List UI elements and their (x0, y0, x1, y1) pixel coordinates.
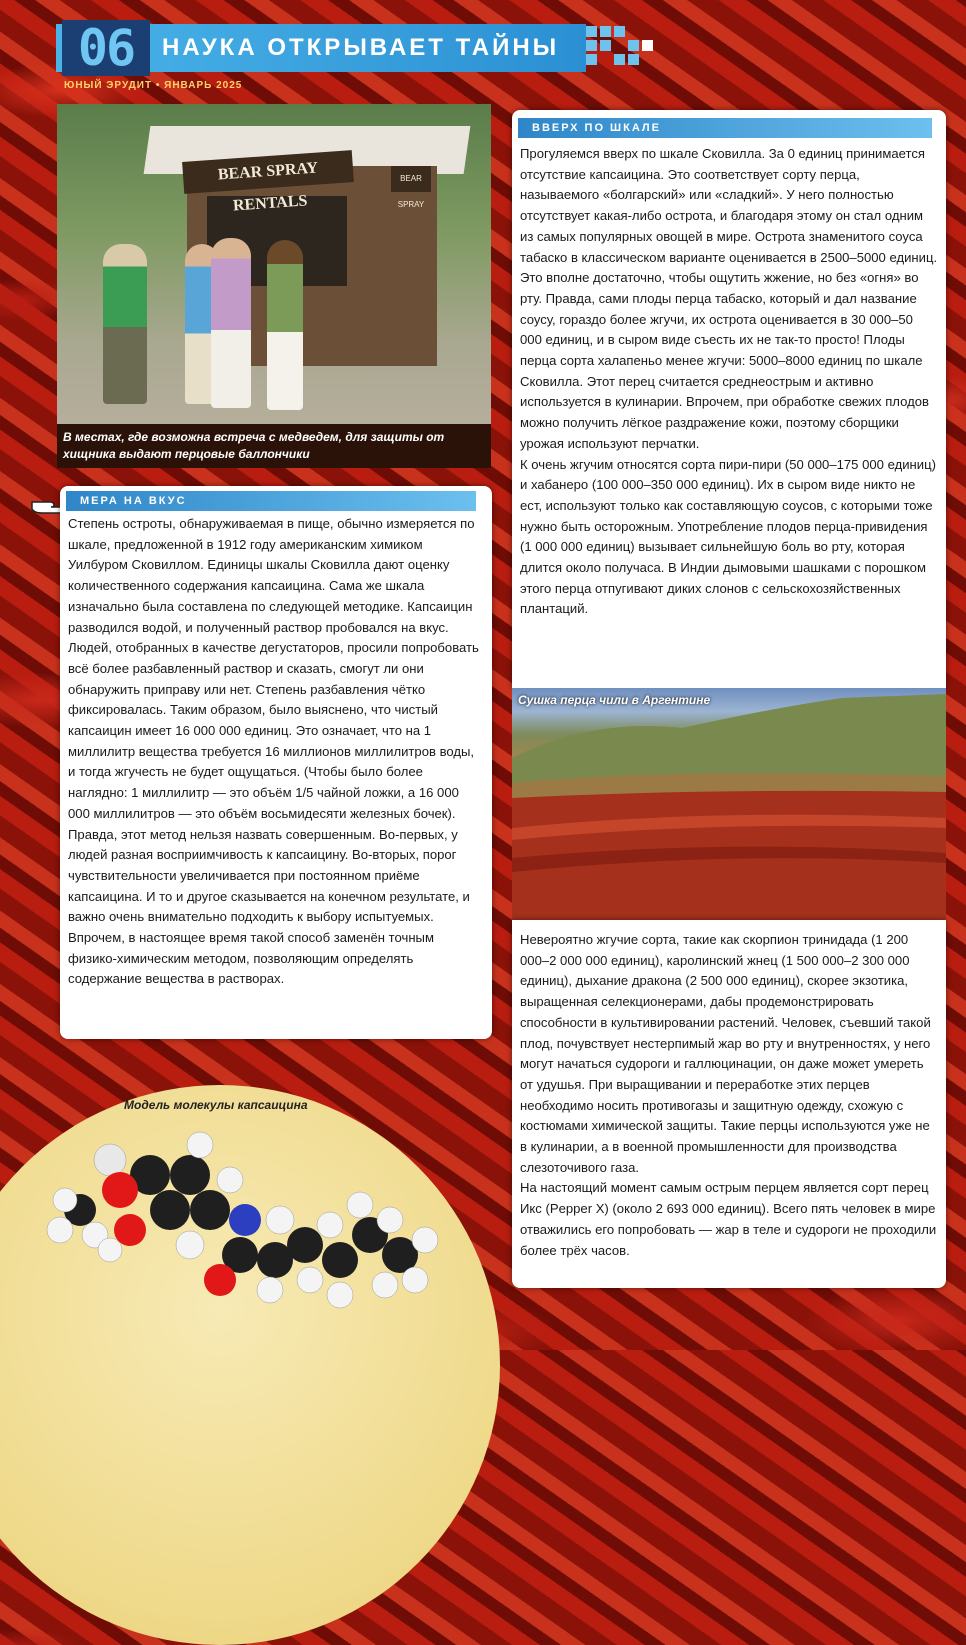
measure-paragraph-2: Впрочем, в настоящее время такой способ заменён точным физико-химическим методом, позволяющим определять содержание вещества в растворах. (68, 930, 434, 987)
scale-paragraph-1: Прогуляемся вверх по шкале Сковилла. За 0 единиц принимается отсутствие капсаицина. Это соответствует сорту перца, называемого «болгарский» или «сладкий». У него полностью отсутствует какая-либо острота, и благодаря этому он стал одним из самых популярных овощей в мире. Острота знаменитого соуса табаско в классическом варианте оценивается в 2500–5000 единиц. Это вполне достаточно, чтобы ощутить жжение, но без «огня» во рту. Правда, сами плоды перца табаско, который и дал название соусу, гораздо более жгучи, их острота оценивается в 30 000–50 000 единиц, и в сыром виде съесть их не так-то просто! Плоды перца сорта халапеньо менее жгучи: 5000–8000 единиц по шкале Сковилла. Этот перец считается среднеострым и активно используется в кулинарии. Впрочем, при обработке свежих плодов можно получить лёгкое раздражение кожи, поэтому сборщики урожая используют перчатки. (520, 146, 938, 451)
photo2-caption: Сушка перца чили в Аргентине (518, 693, 711, 707)
landscape-scene (512, 688, 946, 920)
extreme-paragraph-1: Невероятно жгучие сорта, такие как скорпион тринидада (1 200 000–2 000 000 единиц), каролинский жнец (1 500 000–2 300 000 единиц), дыхание дракона (2 500 000 единиц), скорее экзотика, выращенная селекционерами, дабы продемонстрировать способности в культивировании растений. Человек, съевший такой плод, почувствует нестерпимый жар во рту и внутренностях, у него могут начаться судороги и галлюцинации, он даже может умереть от удушья. При выращивании и переработке этих перцев необходимо носить противогазы и защитную одежду, схожую с костюмами химической защиты. Такие перцы используются уже не в кулинарии, а в военной промышленности для производства слезоточивого газа. (520, 932, 931, 1175)
scale-paragraph-2: К очень жгучим относятся сорта пири-пири (50 000–175 000 единиц) и хабанеро (100 000–350 000 единиц). Их в сыром виде никто не ест, используют только как составляющую соусов, с которыми тоже нужно быть осторожным. Употребление плодов перца-привидения (1 000 000 единиц) вызывает сильнейшую боль во рту, которая длится около получаса. В Индии дымовыми шашками с порошком этого перца отпугивают диких слонов с сельскохозяйственных плантаций. (520, 456, 936, 617)
capsaicin-molecule-image (40, 1120, 440, 1320)
person-1 (103, 244, 147, 404)
kiosk-sign: BEAR SPRAY RENTALS (182, 150, 354, 194)
drying-chili-photo (512, 688, 946, 920)
photo1-caption: В местах, где возможна встреча с медведем, для защиты от хищника выдают перцовые баллончики (57, 424, 491, 468)
scale-text (520, 144, 938, 620)
header-pixel-decoration (582, 22, 662, 74)
molecule-caption: Модель молекулы капсаицина (124, 1098, 308, 1112)
extreme-paragraph-2: На настоящий момент самым острым перцем является сорт перец Икс (Pepper X) (около 2 693 000 единиц). Всего пять человек в мире отважились его попробовать — жар в теле и судороги не проходили более трёх часов. (520, 1180, 937, 1258)
measure-text (68, 514, 482, 990)
measure-paragraph-1: Степень остроты, обнаруживаемая в пище, обычно измеряется по шкале, предложенной в 1912 году американским химиком Уилбуром Сковиллом. Единицы шкалы Сковилла дают оценку количественного содержания капсаицина. Сама же шкала изначально была составлена по следующей методике. Капсаицин разводился водой, и полученный раствор пробовался на вкус. Людей, отобранных в качестве дегустаторов, просили попробовать всё более разбавленный раствор и сказать, смогут ли они обнаружить приправу или нет. Степень разбавления чётко фиксировалась. Таким образом, было выяснено, что чистый капсаицин имеет 16 000 000 единиц. Это означает, что на 1 миллилитр вещества требуется 16 миллионов миллилитров воды, и тогда жгучесть не будет ощущаться. (Чтобы было более наглядно: 1 миллилитр — это объём 1/5 чайной ложки, а 16 000 000 миллилитров — это объём восьмидесяти железных бочек). Правда, этот метод нельзя назвать совершенным. Во-первых, у людей разная восприимчивость к капсаицину. Во-вторых, порог чувствительности увеличивается при постоянном приёме капсаицина. И то и другое сказывается на конечном результате, и важно очень внимательно подходить к выбору испытуемых. (68, 516, 479, 925)
bear-spray-photo (57, 104, 491, 424)
section-title: НАУКА ОТКРЫВАЕТ ТАЙНЫ (162, 34, 560, 61)
extreme-text (520, 930, 938, 1261)
page-number: 06 (62, 20, 150, 76)
kiosk-side-sign: BEAR SPRAY (391, 166, 431, 192)
scale-heading: ВВЕРХ ПО ШКАЛЕ (518, 118, 932, 138)
pointing-hand-icon (30, 490, 64, 524)
measure-heading: МЕРА НА ВКУС (66, 491, 476, 511)
person-4 (267, 240, 303, 410)
person-3 (211, 238, 251, 408)
issue-meta: ЮНЫЙ ЭРУДИТ • ЯНВАРЬ 2025 (64, 80, 243, 91)
